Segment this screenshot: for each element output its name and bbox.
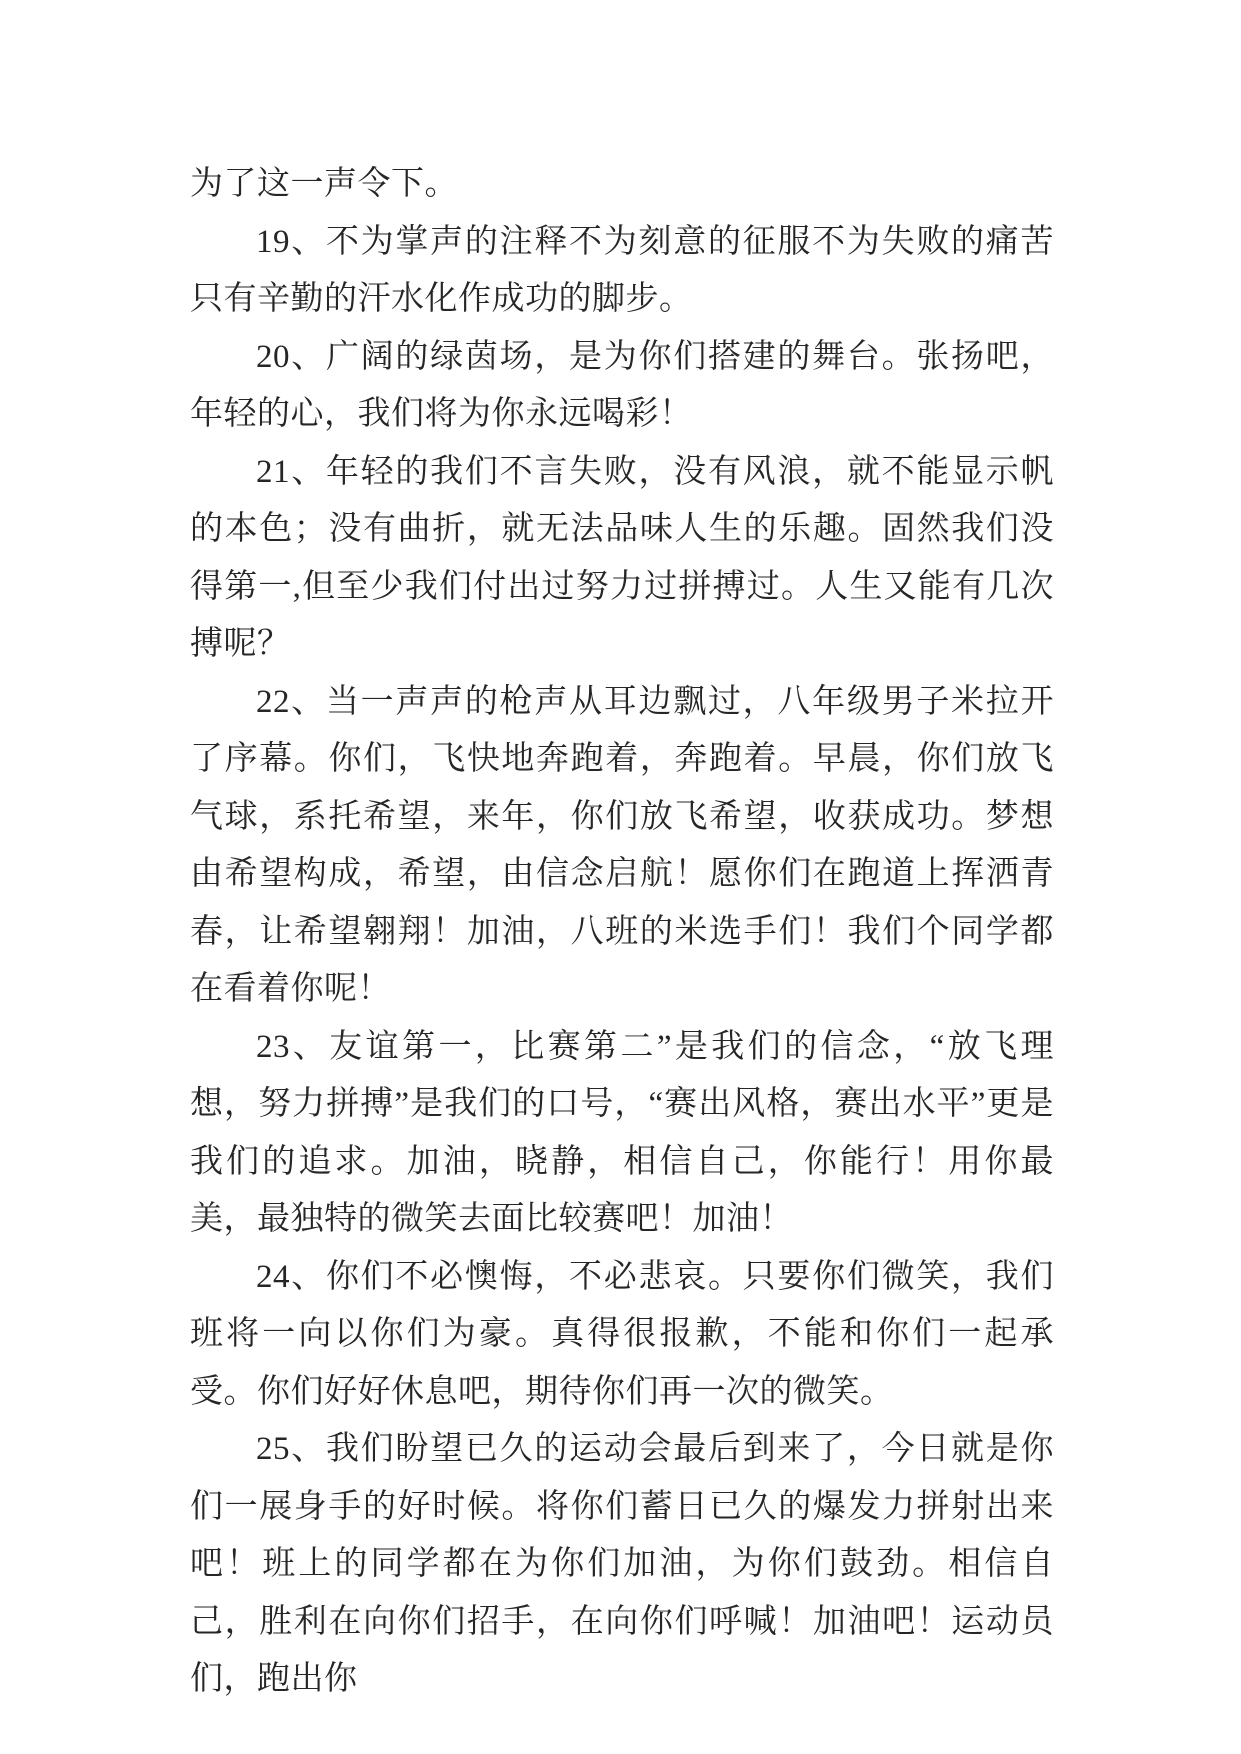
paragraph-22: 22、当一声声的枪声从耳边飘过，八年级男子米拉开了序幕。你们，飞快地奔跑着，奔跑着。早晨，你们放飞气球，系托希望，来年，你们放飞希望，收获成功。梦想由希望构成，希望，由信念启航！愿你们在跑道上挥洒青春，让希望翱翔！加油，八班的米选手们！我们个同学都在看着你呢！ <box>190 683 1054 1007</box>
paragraph-19: 19、不为掌声的注释不为刻意的征服不为失败的痛苦只有辛勤的汗水化作成功的脚步。 <box>190 223 1054 317</box>
paragraph-23: 23、友谊第一，比赛第二”是我们的信念，“放飞理想，努力拼搏”是我们的口号，“赛出风格，赛出水平”更是我们的追求。加油，晓静，相信自己，你能行！用你最美，最独特的微笑去面比较赛吧！加油！ <box>190 1028 1054 1237</box>
paragraph-21: 21、年轻的我们不言失败，没有风浪，就不能显示帆的本色；没有曲折，就无法品味人生的乐趣。固然我们没得第一,但至少我们付出过努力过拼搏过。人生又能有几次搏呢？ <box>190 453 1054 662</box>
paragraph-20: 20、广阔的绿茵场，是为你们搭建的舞台。张扬吧，年轻的心，我们将为你永远喝彩！ <box>190 338 1054 432</box>
paragraph-continuation: 为了这一声令下。 <box>190 166 458 202</box>
paragraph-24: 24、你们不必懊悔，不必悲哀。只要你们微笑，我们班将一向以你们为豪。真得很报歉，不能和你们一起承受。你们好好休息吧，期待你们再一次的微笑。 <box>190 1258 1054 1410</box>
text-body <box>190 156 1054 1709</box>
paragraph-25: 25、我们盼望已久的运动会最后到来了，今日就是你们一展身手的好时候。将你们蓄日已久的爆发力拼射出来吧！班上的同学都在为你们加油，为你们鼓劲。相信自己，胜利在向你们招手，在向你们呼喊！加油吧！运动员们，跑出你 <box>190 1431 1054 1697</box>
